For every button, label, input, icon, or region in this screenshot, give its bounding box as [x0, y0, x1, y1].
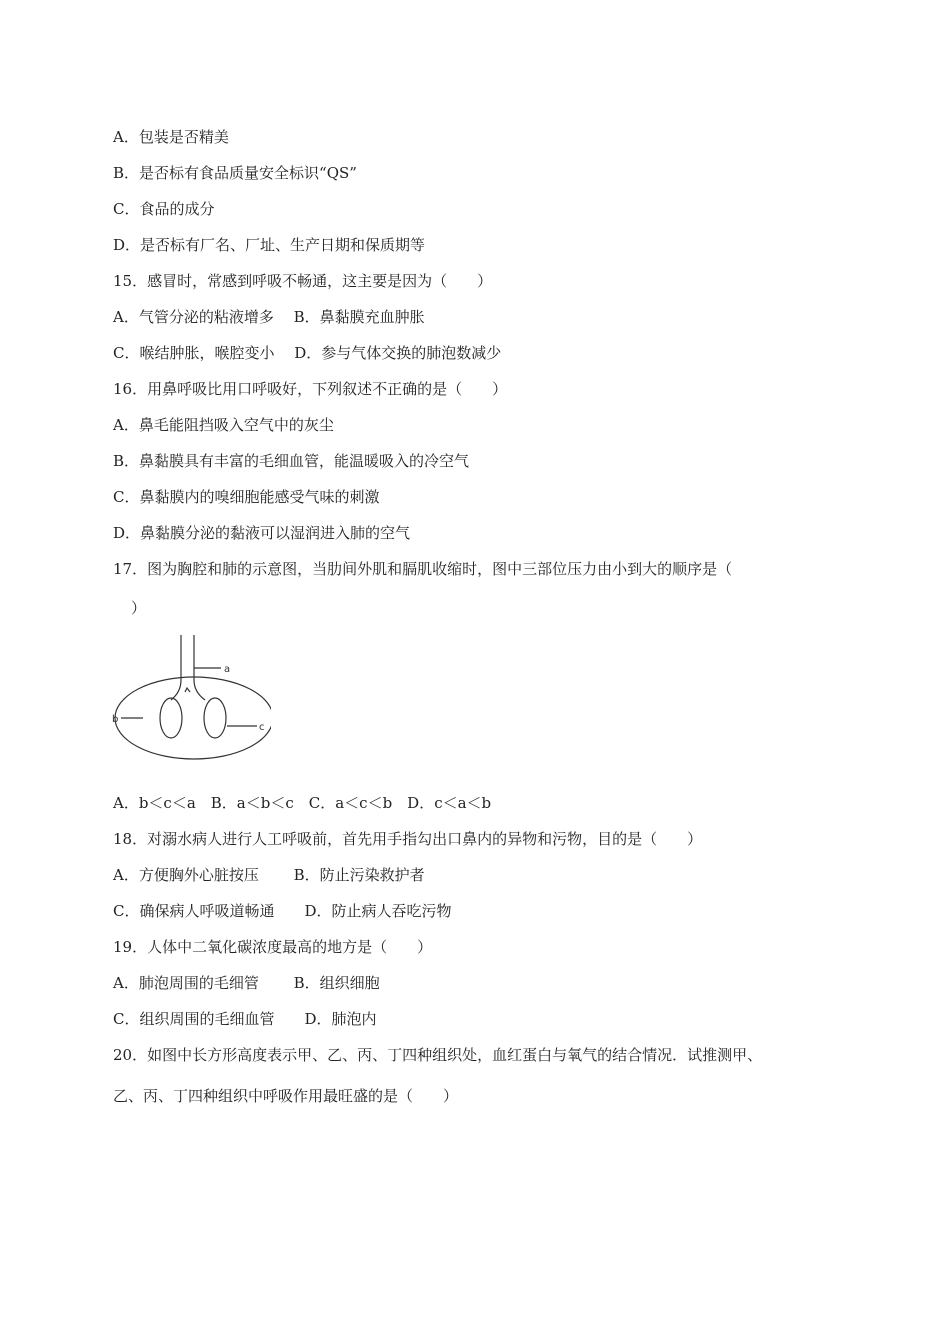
q16-option-c: C．鼻黏膜内的嗅细胞能感受气味的刺激 [113, 488, 380, 506]
q19-options-cd: C．组织周围的毛细血管 D．肺泡内 [113, 1010, 377, 1028]
q16-option-d: D．鼻黏膜分泌的黏液可以湿润进入肺的空气 [113, 524, 411, 542]
label-c: c [259, 722, 265, 733]
q16-option-a: A．鼻毛能阻挡吸入空气中的灰尘 [113, 416, 334, 434]
q20-stem-line2: 乙、丙、丁四种组织中呼吸作用最旺盛的是（ ） [113, 1087, 459, 1105]
q14-option-b: B．是否标有食品质量安全标识“QS” [113, 164, 357, 182]
q17-options: A．b＜c＜a B．a＜b＜c C．a＜c＜b D．c＜a＜b [113, 794, 492, 812]
q15-options-ab: A．气管分泌的粘液增多 B．鼻黏膜充血肿胀 [113, 308, 425, 326]
right-lung [204, 698, 226, 738]
q14-option-a: A．包装是否精美 [113, 128, 229, 146]
q19-stem: 19．人体中二氧化碳浓度最高的地方是（ ） [113, 938, 433, 956]
q18-options-cd: C．确保病人呼吸道畅通 D．防止病人吞吃污物 [113, 902, 452, 920]
q18-options-ab: A．方便胸外心脏按压 B．防止污染救护者 [113, 866, 425, 884]
q16-option-b: B．鼻黏膜具有丰富的毛细血管，能温暖吸入的冷空气 [113, 452, 470, 470]
q17-stem: 17．图为胸腔和肺的示意图，当肋间外肌和膈肌收缩时，图中三部位压力由小到大的顺序是（ [113, 560, 733, 578]
q18-stem: 18．对溺水病人进行人工呼吸前，首先用手指勾出口鼻内的异物和污物，目的是（ ） [113, 830, 703, 848]
q20-stem-line1: 20．如图中长方形高度表示甲、乙、丙、丁四种组织处，血红蛋白与氧气的结合情况．试推测甲、 [113, 1046, 763, 1064]
q19-options-ab: A．肺泡周围的毛细管 B．组织细胞 [113, 974, 380, 992]
q15-stem: 15．感冒时，常感到呼吸不畅通，这主要是因为（ ） [113, 272, 493, 290]
label-b: b [112, 714, 119, 725]
q15-options-cd: C．喉结肿胀，喉腔变小 D．参与气体交换的肺泡数减少 [113, 344, 502, 362]
thorax-lung-diagram [111, 630, 271, 760]
label-a: a [224, 664, 231, 675]
tracheal-fork [185, 688, 190, 692]
q14-option-c: C．食品的成分 [113, 200, 215, 218]
left-lung [160, 698, 182, 738]
q17-stem-end: ） [116, 599, 147, 617]
q16-stem: 16．用鼻呼吸比用口呼吸好，下列叙述不正确的是（ ） [113, 380, 508, 398]
trachea-left-wall [171, 635, 181, 700]
q14-option-d: D．是否标有厂名、厂址、生产日期和保质期等 [113, 236, 426, 254]
